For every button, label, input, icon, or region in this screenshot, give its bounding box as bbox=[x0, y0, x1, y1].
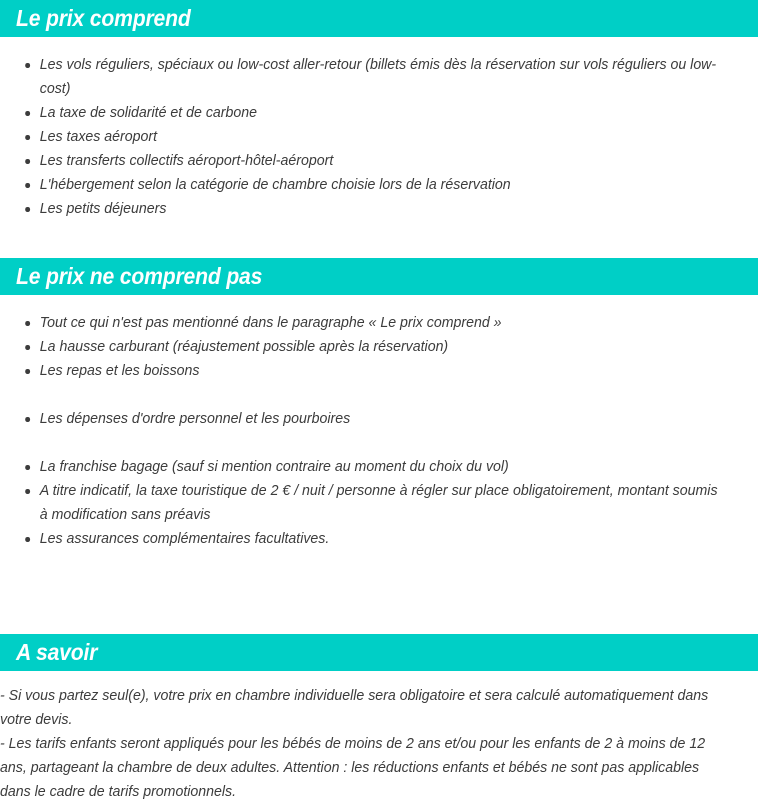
list-item bbox=[0, 479, 735, 527]
list-item-text: L'hébergement selon la catégorie de chambre choisie lors de la réservation bbox=[39, 177, 511, 193]
list-item-text: La hausse carburant (réajustement possible après la réservation) bbox=[39, 339, 449, 355]
list-item bbox=[0, 527, 735, 551]
note-paragraph: - Si vous partez seul(e), votre prix en chambre individuelle sera obligatoire et sera calculé automatiquement dans votre devis. bbox=[0, 688, 709, 728]
section-price-excludes bbox=[0, 258, 758, 551]
list-item bbox=[0, 197, 735, 221]
list-item bbox=[0, 311, 735, 335]
section-header-bar-excludes bbox=[0, 258, 758, 295]
list-item bbox=[0, 101, 735, 125]
list-item-text: Les vols réguliers, spéciaux ou low-cost aller-retour (billets émis dès la réservation sur vols réguliers ou low-cost) bbox=[39, 57, 717, 97]
list-item-text: Les repas et les boissons bbox=[39, 363, 200, 379]
list-item bbox=[0, 149, 735, 173]
excludes-list bbox=[0, 311, 758, 551]
list-item-text: Tout ce qui n'est pas mentionné dans le paragraphe « Le prix comprend » bbox=[39, 315, 502, 331]
section-price-includes bbox=[0, 0, 758, 221]
list-item-spacer bbox=[0, 383, 735, 407]
note-paragraph: - Les tarifs enfants seront appliqués pour les bébés de moins de 2 ans et/ou pour les enfants de 2 à moins de 12 ans, partageant la chambre de deux adultes. Attention : les réductions enfants et bébés ne sont pas applicables dans le cadre de tarifs promotionnels. bbox=[0, 736, 706, 800]
section-body-good-to-know bbox=[0, 671, 758, 804]
section-header-bar-good-to-know bbox=[0, 634, 758, 671]
list-item-text: Les taxes aéroport bbox=[39, 129, 158, 145]
list-item-text: Les transferts collectifs aéroport-hôtel-aéroport bbox=[39, 153, 334, 169]
list-item bbox=[0, 407, 735, 431]
list-item bbox=[0, 335, 735, 359]
list-item bbox=[0, 125, 735, 149]
list-item bbox=[0, 173, 735, 197]
list-item bbox=[0, 53, 735, 101]
section-title-excludes: Le prix ne comprend pas bbox=[16, 263, 263, 289]
list-item-text: A titre indicatif, la taxe touristique de 2 € / nuit / personne à régler sur place obligatoirement, montant soumis à modification sans préavis bbox=[39, 483, 718, 523]
list-item-text: La franchise bagage (sauf si mention contraire au moment du choix du vol) bbox=[39, 459, 509, 475]
section-body-excludes bbox=[0, 295, 758, 551]
section-title-includes: Le prix comprend bbox=[16, 5, 191, 31]
section-gap-1 bbox=[0, 221, 758, 258]
list-item-text: Les petits déjeuners bbox=[39, 201, 167, 217]
list-item-text: La taxe de solidarité et de carbone bbox=[39, 105, 257, 121]
list-item-spacer bbox=[0, 431, 735, 455]
list-item-text: Les dépenses d'ordre personnel et les pourboires bbox=[39, 411, 351, 427]
section-body-includes bbox=[0, 37, 758, 221]
section-header-bar-includes bbox=[0, 0, 758, 37]
includes-list bbox=[0, 53, 758, 221]
section-title-good-to-know: A savoir bbox=[16, 639, 98, 665]
list-item bbox=[0, 359, 735, 383]
section-good-to-know bbox=[0, 634, 758, 804]
section-gap-2 bbox=[0, 551, 758, 634]
list-item-text: Les assurances complémentaires facultatives. bbox=[39, 531, 330, 547]
list-item bbox=[0, 455, 735, 479]
